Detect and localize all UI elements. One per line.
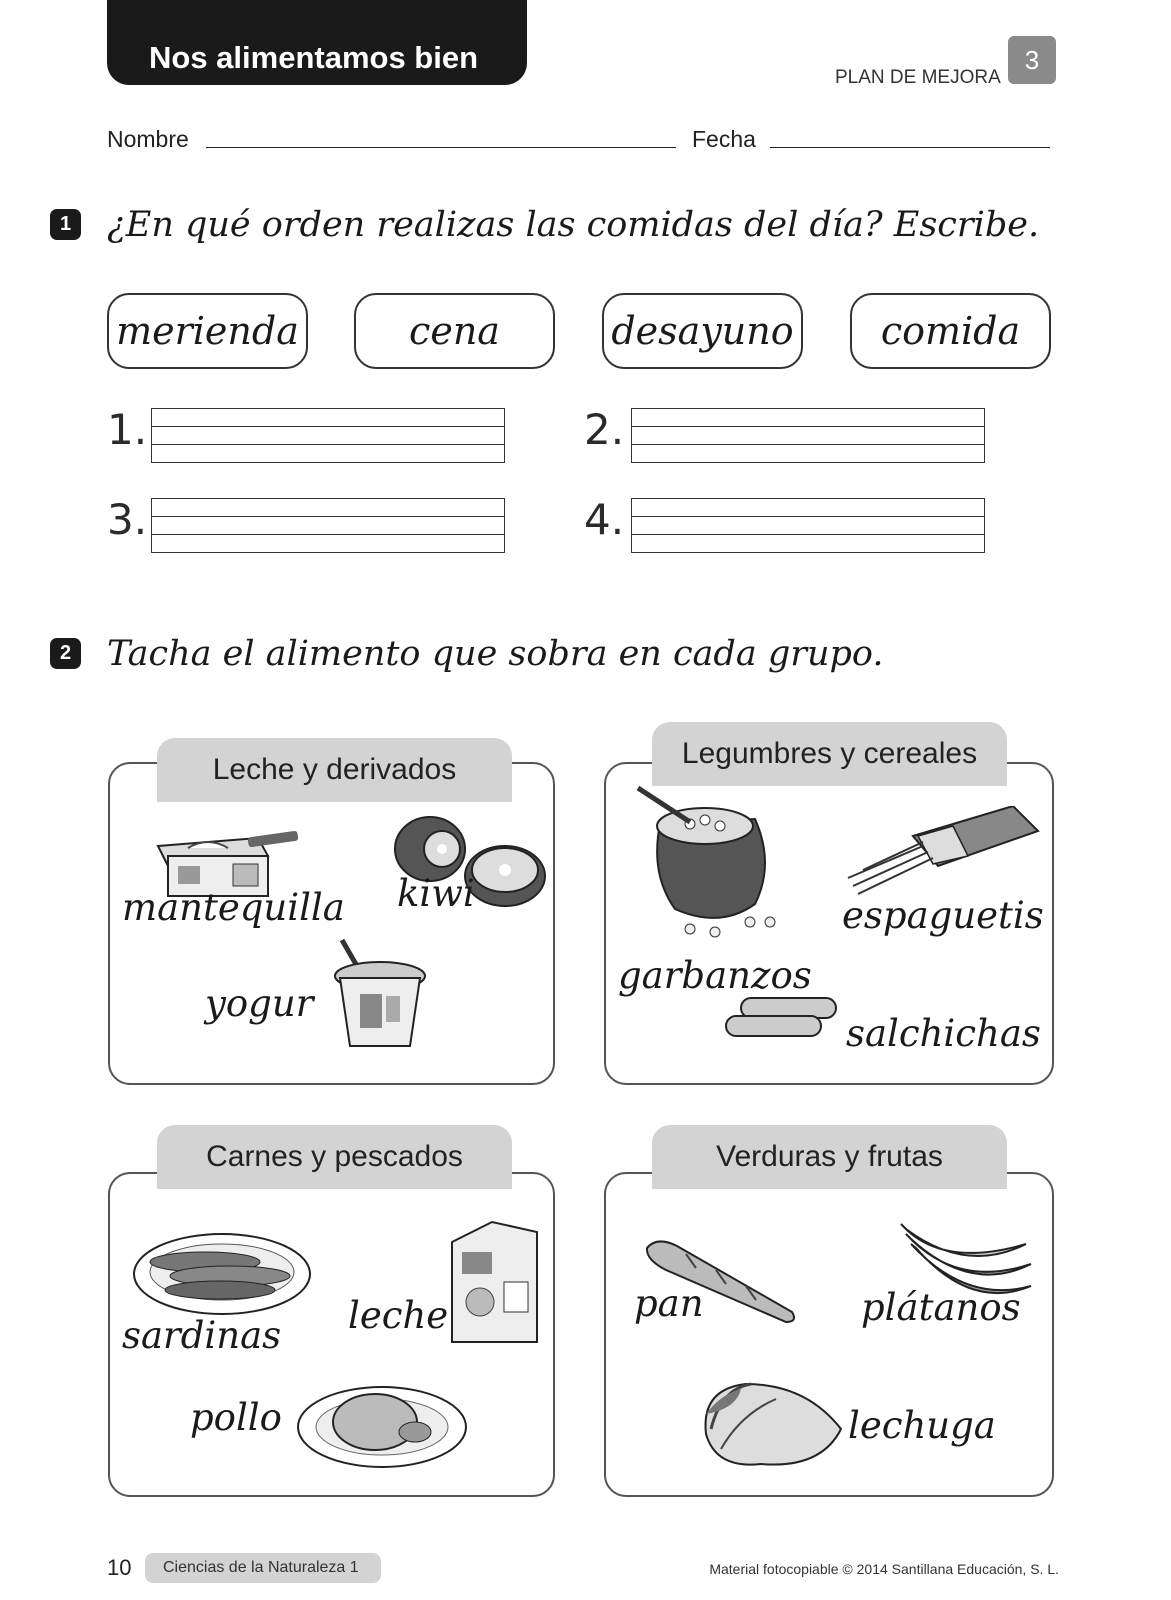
lettuce-icon [696,1374,846,1474]
copyright-notice: Material fotocopiable © 2014 Santillana Educación, S. L. [709,1561,1059,1577]
slot-number-4: 4. [584,495,625,544]
word-box-comida: comida [850,293,1051,369]
answer-lines-2[interactable] [631,408,985,463]
spaghetti-icon [843,806,1043,906]
food-sardinas[interactable]: sardinas [122,1314,282,1357]
date-field[interactable] [770,147,1050,148]
food-pollo[interactable]: pollo [190,1396,282,1439]
sardines-plate-icon [130,1214,315,1324]
chicken-plate-icon [295,1372,470,1472]
question-2-text: Tacha el alimento que sobra en cada grupo. [107,634,884,674]
slot-number-3: 3. [107,495,148,544]
food-kiwi[interactable]: kiwi [397,872,475,915]
group-verduras-frutas [604,1172,1054,1497]
food-leche[interactable]: leche [348,1294,449,1337]
answer-lines-4[interactable] [631,498,985,553]
group-carnes-pescados [108,1172,555,1497]
food-pan[interactable]: pan [634,1282,704,1325]
word-box-cena: cena [354,293,555,369]
plan-label: PLAN DE MEJORA [835,67,1001,88]
food-mantequilla[interactable]: mantequilla [122,886,345,929]
word-box-merienda: merienda [107,293,308,369]
group-tab-verduras-frutas: Verduras y frutas [652,1125,1007,1189]
question-2-badge: 2 [50,638,81,669]
food-yogur[interactable]: yogur [205,982,314,1025]
word-box-desayuno: desayuno [602,293,803,369]
name-field[interactable] [206,147,676,148]
title-tab [107,0,527,85]
group-legumbres-cereales [604,762,1054,1085]
question-1-text: ¿En qué orden realizas las comidas del día? Escribe. [107,205,1040,245]
answer-lines-3[interactable] [151,498,505,553]
group-tab-legumbres-cereales: Legumbres y cereales [652,722,1007,786]
food-salchichas[interactable]: salchichas [846,1012,1041,1055]
question-1-badge: 1 [50,209,81,240]
page-title: Nos alimentamos bien [149,40,479,75]
food-platanos[interactable]: plátanos [861,1286,1021,1329]
slot-number-2: 2. [584,405,625,454]
group-tab-leche-derivados: Leche y derivados [157,738,512,802]
food-lechuga[interactable]: lechuga [848,1404,996,1447]
chickpea-sack-icon [630,784,790,944]
food-garbanzos[interactable]: garbanzos [618,954,812,997]
plan-number-badge: 3 [1008,36,1056,84]
group-leche-derivados [108,762,555,1085]
sausages-icon [721,994,841,1054]
subject-label: Ciencias de la Naturaleza 1 [145,1553,381,1583]
page-number: 10 [107,1555,132,1580]
milk-carton-icon [442,1212,546,1352]
group-tab-carnes-pescados: Carnes y pescados [157,1125,512,1189]
answer-lines-1[interactable] [151,408,505,463]
food-espaguetis[interactable]: espaguetis [842,894,1044,937]
slot-number-1: 1. [107,405,148,454]
date-label: Fecha [692,126,756,152]
name-label: Nombre [107,126,189,152]
yogurt-icon [320,936,430,1056]
